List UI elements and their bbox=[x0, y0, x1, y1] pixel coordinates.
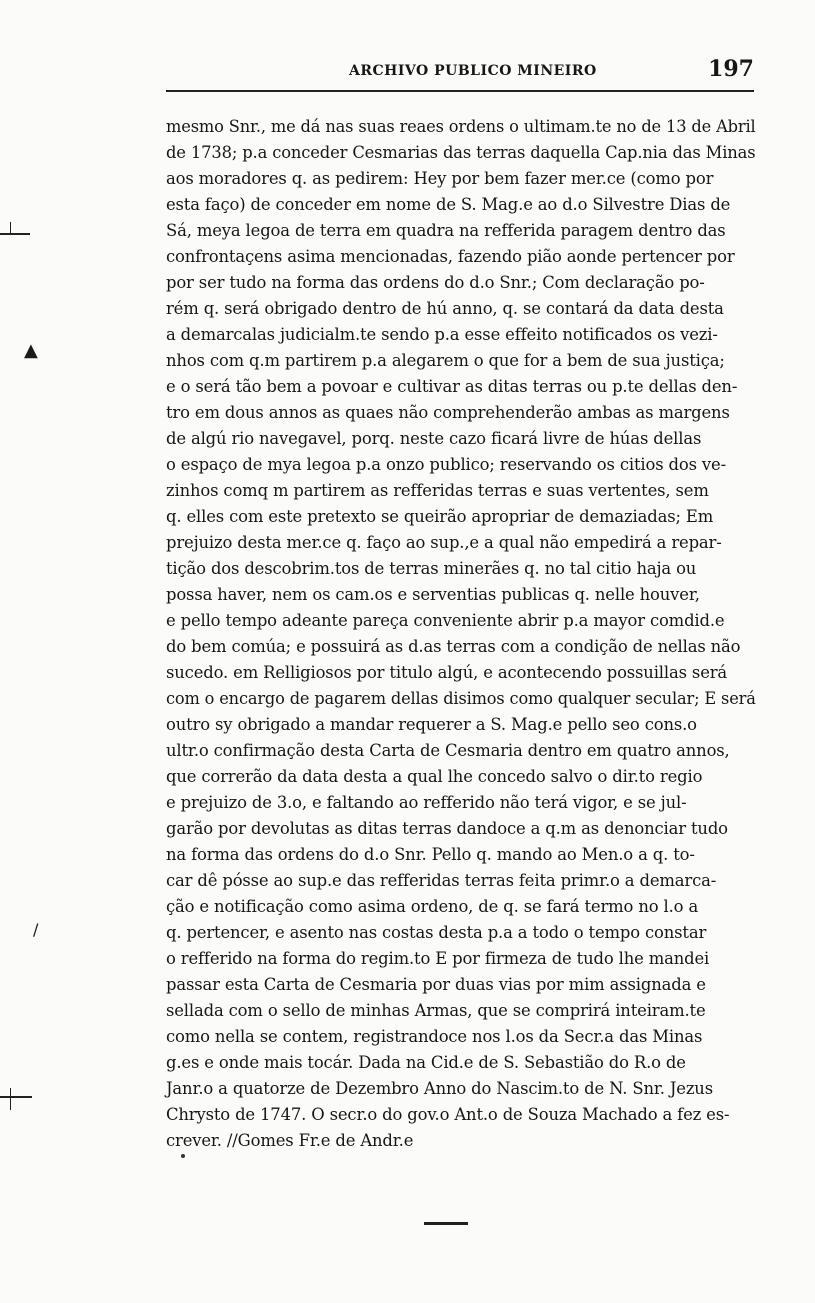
margin-mark bbox=[0, 1096, 32, 1098]
document-body bbox=[166, 114, 756, 1154]
text-line: tição dos descobrim.tos de terras minerães q. no tal citio haja ou bbox=[166, 559, 697, 578]
header-rule bbox=[166, 90, 754, 92]
text-line: do bem comúa; e possuirá as d.as terras com a condição de nellas não bbox=[166, 637, 741, 656]
text-line: ção e notificação como asima ordeno, de q. se fará termo no l.o a bbox=[166, 897, 699, 916]
text-line: Janr.o a quatorze de Dezembro Anno do Nascim.to de N. Snr. Jezus bbox=[166, 1079, 713, 1098]
text-line: a demarcalas judicialm.te sendo p.a esse effeito notificados os vezi- bbox=[166, 325, 718, 344]
text-line: q. pertencer, e asento nas costas desta p.a a todo o tempo constar bbox=[166, 923, 707, 942]
text-line: rém q. será obrigado dentro de hú anno, q. se contará da data desta bbox=[166, 299, 724, 318]
text-line: passar esta Carta de Cesmaria por duas vias por mim assignada e bbox=[166, 975, 706, 994]
text-line: garão por devolutas as ditas terras dandoce a q.m as denonciar tudo bbox=[166, 819, 728, 838]
page-number: 197 bbox=[708, 56, 754, 82]
text-line: por ser tudo na forma das ordens do d.o Snr.; Com declaração po- bbox=[166, 273, 705, 292]
text-line: zinhos comq m partirem as refferidas terras e suas vertentes, sem bbox=[166, 481, 709, 500]
text-line: outro sy obrigado a mandar requerer a S. Mag.e pello seo cons.o bbox=[166, 715, 697, 734]
text-line: o espaço de mya legoa p.a onzo publico; reservando os citios dos ve- bbox=[166, 455, 726, 474]
margin-tick-mark: / bbox=[33, 920, 39, 939]
journal-title: ARCHIVO PUBLICO MINEIRO bbox=[349, 63, 597, 79]
margin-mark bbox=[0, 233, 30, 235]
text-line: g.es e onde mais tocár. Dada na Cid.e de S. Sebastião do R.o de bbox=[166, 1053, 686, 1072]
text-line: Chrysto de 1747. O secr.o do gov.o Ant.o de Souza Machado a fez es- bbox=[166, 1105, 730, 1124]
text-line: prejuizo desta mer.ce q. faço ao sup.,e a qual não empedirá a repar- bbox=[166, 533, 722, 552]
text-line: confrontaçens asima mencionadas, fazendo pião aonde pertencer por bbox=[166, 247, 735, 266]
text-line: sellada com o sello de minhas Armas, que se comprirá inteiram.te bbox=[166, 1001, 706, 1020]
text-line: aos moradores q. as pedirem: Hey por bem fazer mer.ce (como por bbox=[166, 169, 714, 188]
text-line: mesmo Snr., me dá nas suas reaes ordens o ultimam.te no de 13 de Abril bbox=[166, 117, 756, 136]
margin-arrow-mark: ▲ bbox=[24, 340, 38, 361]
text-line: nhos com q.m partirem p.a alegarem o que for a bem de sua justiça; bbox=[166, 351, 725, 370]
text-line: e prejuizo de 3.o, e faltando ao refferido não terá vigor, e se jul- bbox=[166, 793, 687, 812]
text-line: com o encargo de pagarem dellas disimos como qualquer secular; E será bbox=[166, 689, 756, 708]
text-line: na forma das ordens do d.o Snr. Pello q. mando ao Men.o a q. to- bbox=[166, 845, 695, 864]
end-of-text-rule bbox=[424, 1222, 468, 1225]
text-line: esta faço) de conceder em nome de S. Mag.e ao d.o Silvestre Dias de bbox=[166, 195, 731, 214]
text-line: car dê pósse ao sup.e das refferidas terras feita primr.o a demarca- bbox=[166, 871, 717, 890]
text-line: e pello tempo adeante pareça conveniente abrir p.a mayor comdid.e bbox=[166, 611, 725, 630]
text-line: crever. //Gomes Fr.e de Andr.e bbox=[166, 1131, 414, 1150]
text-line: como nella se contem, registrandoce nos l.os da Secr.a das Minas bbox=[166, 1027, 703, 1046]
text-line: que correrão da data desta a qual lhe concedo salvo o dir.to regio bbox=[166, 767, 703, 786]
stray-dot-mark bbox=[181, 1154, 185, 1158]
text-line: ultr.o confirmação desta Carta de Cesmaria dentro em quatro annos, bbox=[166, 741, 730, 760]
text-line: q. elles com este pretexto se queirão apropriar de demaziadas; Em bbox=[166, 507, 714, 526]
text-line: tro em dous annos as quaes não comprehenderão ambas as margens bbox=[166, 403, 730, 422]
text-line: Sá, meya legoa de terra em quadra na refferida paragem dentro das bbox=[166, 221, 726, 240]
text-line: sucedo. em Relligiosos por titulo algú, e acontecendo possuillas será bbox=[166, 663, 728, 682]
text-line: o refferido na forma do regim.to E por firmeza de tudo lhe mandei bbox=[166, 949, 710, 968]
text-line: possa haver, nem os cam.os e serventias publicas q. nelle houver, bbox=[166, 585, 700, 604]
running-header bbox=[166, 54, 758, 94]
text-line: de 1738; p.a conceder Cesmarias das terras daquella Cap.nia das Minas bbox=[166, 143, 756, 162]
text-line: e o será tão bem a povoar e cultivar as ditas terras ou p.te dellas den- bbox=[166, 377, 738, 396]
text-line: de algú rio navegavel, porq. neste cazo ficará livre de húas dellas bbox=[166, 429, 702, 448]
